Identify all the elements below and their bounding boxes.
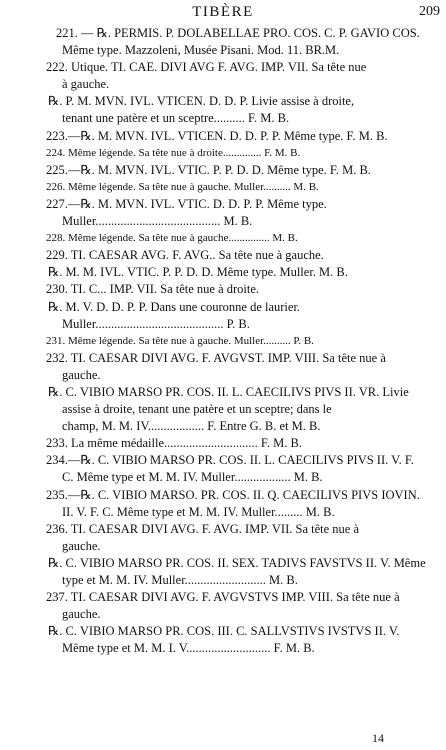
text-line: 233. La même médaille.............................. F. M. B. <box>46 436 302 451</box>
text-line: ℞. M. M. IVL. VTIC. P. P. D. D. Même type. Muller. M. B. <box>48 265 348 280</box>
signature-mark: 14 <box>372 731 384 745</box>
text-line: gauche. <box>62 367 101 382</box>
text-line: 226. Même légende. Sa tête nue à gauche. Muller.......... M. B. <box>46 180 319 193</box>
text-line: ℞. P. M. MVN. IVL. VTICEN. D. D. P. Livie assise à droite, <box>48 94 355 109</box>
text-line: 234.—℞. C. VIBIO MARSO PR. COS. II. L. CAECILIVS PIVS II. V. F. <box>46 453 414 468</box>
text-line: à gauche. <box>62 77 110 92</box>
text-line: 230. TI. C... IMP. VII. Sa tête nue à droite. <box>46 282 260 297</box>
text-line: Muller........................................ M. B. <box>62 214 253 229</box>
text-line: 232. TI. CAESAR DIVI AVG. F. AVGVST. IMP. VIII. Sa tête nue à <box>46 350 386 365</box>
text-line: tenant une patère et un sceptre.......... F. M. B. <box>62 111 290 126</box>
text-line: 225.—℞. M. MVN. IVL. VTIC. P. P. D. D. Même type. F. M. B. <box>46 162 371 177</box>
text-line: ℞. C. VIBIO MARSO PR. COS. II. SEX. TADIVS FAVSTVS II. V. Même <box>48 555 426 570</box>
text-line: 231. Même légende. Sa tête nue à gauche. Muller.......... P. B. <box>46 334 314 347</box>
text-line: 228. Même légende. Sa tête nue à gauche............... M. B. <box>46 232 298 245</box>
running-header-title: TIBÈRE <box>192 4 254 20</box>
text-line: type et M. M. IV. Muller.......................... M. B. <box>62 573 298 587</box>
body-text <box>0 25 446 657</box>
text-line: 224. Même légende. Sa tête nue à droite.............. F. M. B. <box>46 146 301 159</box>
text-line: champ, M. M. IV.................. F. Entre G. B. et M. B. <box>62 419 321 434</box>
text-line: 222. Utique. TI. CAE. DIVI AVG F. AVG. IMP. VII. Sa tête nue <box>46 60 367 75</box>
text-line: 223.—℞. M. MVN. IVL. VTICEN. D. D. P. P. Même type. F. M. B. <box>46 128 388 143</box>
text-line: 237. TI. CAESAR DIVI AVG. F. AVGVSTVS IMP. VIII. Sa tête nue à <box>46 590 400 605</box>
text-line: Muller......................................... P. B. <box>62 316 250 331</box>
text-line: Même type. Mazzoleni, Musée Pisani. Mod. 11. BR.M. <box>62 43 340 58</box>
text-line: 236. TI. CAESAR DIVI AVG. F. AVG. IMP. VII. Sa tête nue à <box>46 521 360 536</box>
text-line: gauche. <box>62 607 101 622</box>
text-line: ℞. C. VIBIO MARSO PR. COS. II. L. CAECILIVS PIVS II. VR. Livie <box>48 384 409 399</box>
text-line: ℞. M. V. D. D. P. P. Dans une couronne de laurier. <box>48 299 301 314</box>
text-line: C. Même type et M. M. IV. Muller.................. M. B. <box>62 470 323 485</box>
text-line: assise à droite, tenant une patère et un sceptre; dans le <box>62 402 332 417</box>
text-line: ℞. C. VIBIO MARSO PR. COS. III. C. SALLVSTIVS IVSTVS II. V. <box>48 624 400 639</box>
text-line: 221. — ℞. PERMIS. P. DOLABELLAE PRO. COS. C. P. GAVIO COS. <box>56 26 420 40</box>
text-line: gauche. <box>62 538 101 553</box>
text-line: 229. TI. CAESAR AVG. F. AVG.. Sa tête nue à gauche. <box>46 248 324 263</box>
text-line: 235.—℞. C. VIBIO MARSO. PR. COS. II. Q. CAECILIVS PIVS IOVIN. <box>46 487 420 502</box>
page-number: 209 <box>419 4 440 19</box>
text-line: II. V. F. C. Même type et M. M. IV. Muller......... M. B. <box>62 504 335 519</box>
text-line: Même type et M. M. I. V........................... F. M. B. <box>62 641 315 656</box>
text-line: 227.—℞. M. MVN. IVL. VTIC. D. D. P. P. Même type. <box>46 196 327 211</box>
